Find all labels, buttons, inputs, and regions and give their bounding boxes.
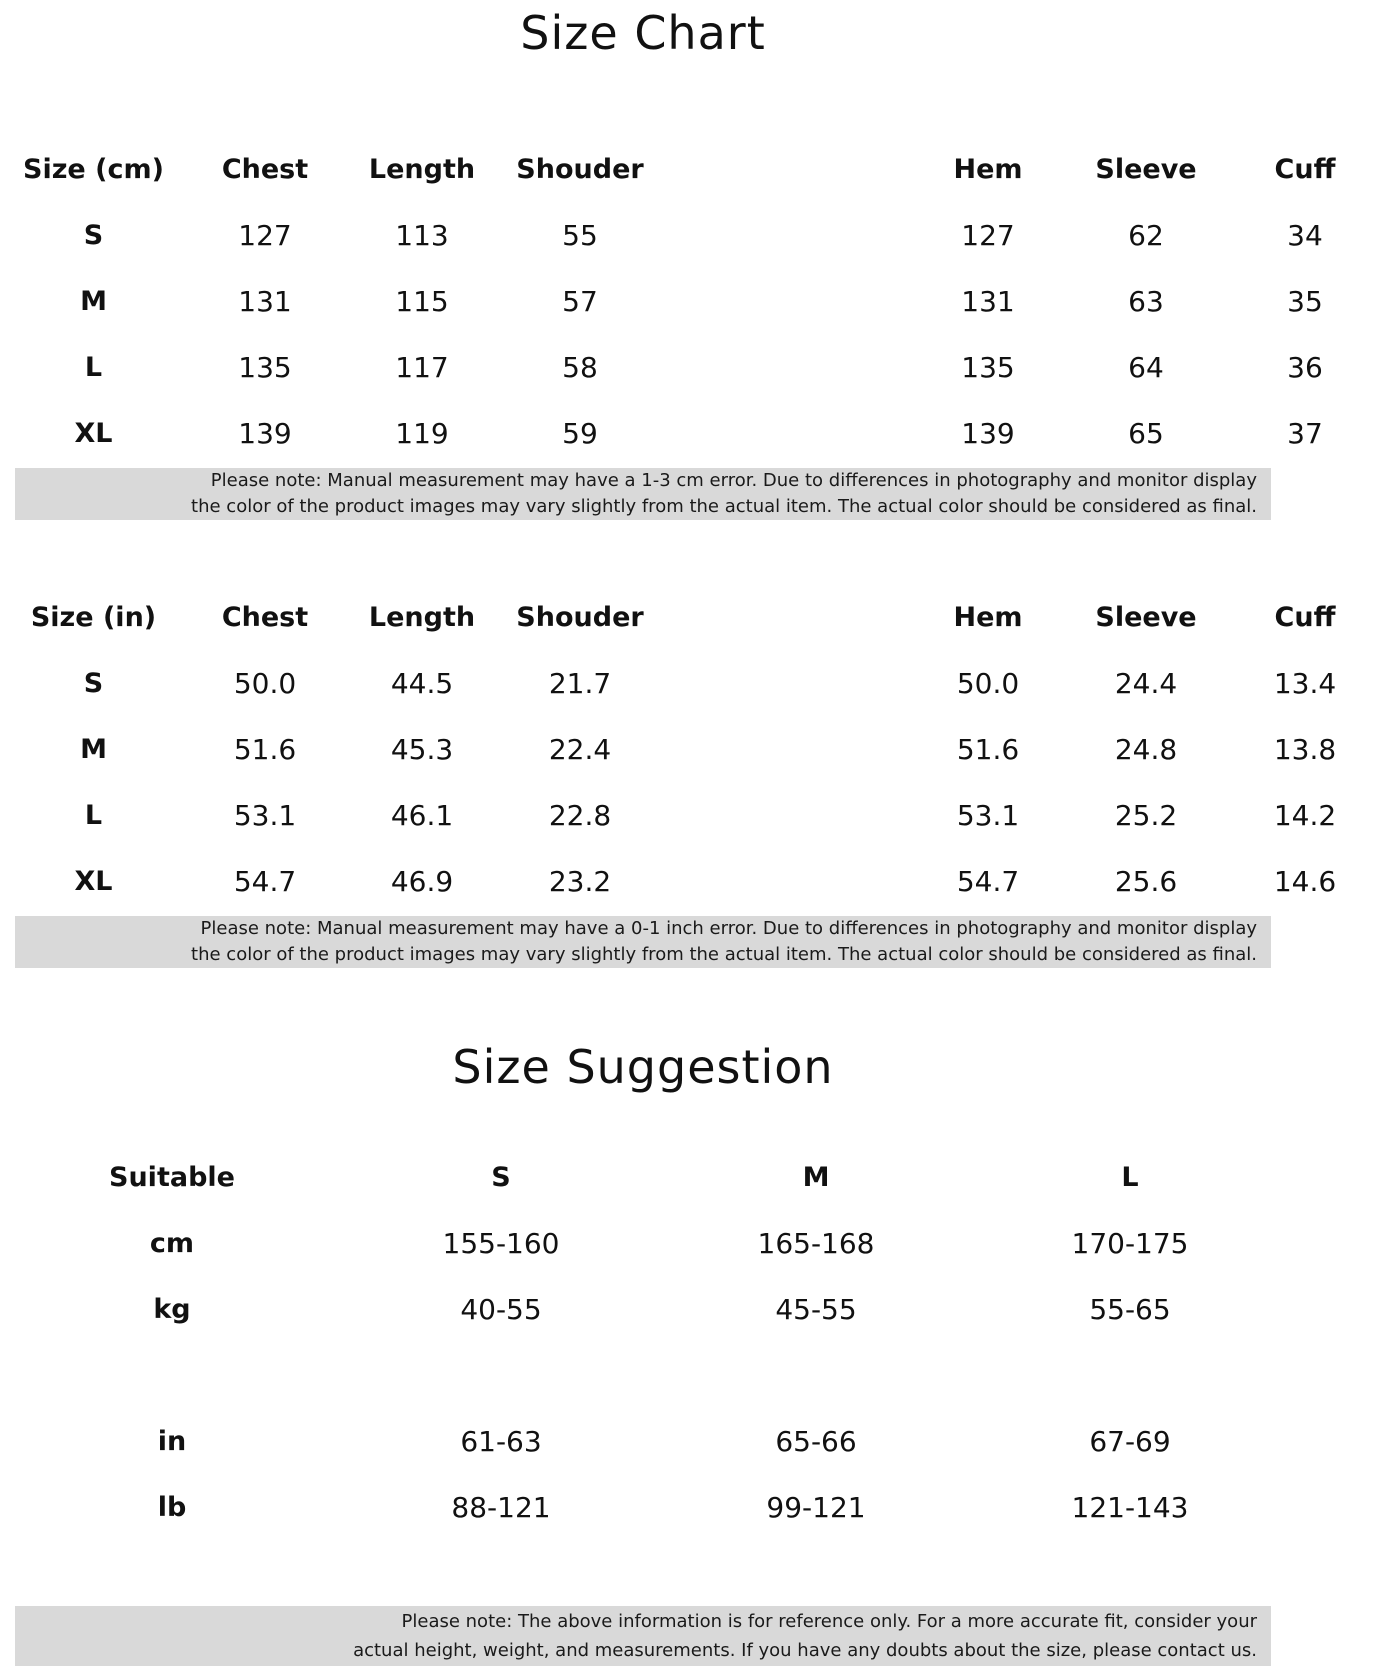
- note-suggestion: [15, 1606, 1271, 1666]
- table-cell: 37: [1287, 416, 1323, 450]
- column-header: Hem: [953, 601, 1023, 633]
- row-label-unit: kg: [153, 1293, 191, 1325]
- table-cell: 62: [1128, 218, 1164, 252]
- table-cell: 115: [395, 284, 449, 318]
- table-cell: 131: [961, 284, 1015, 318]
- row-label-unit: in: [157, 1425, 187, 1457]
- table-cell: 131: [238, 284, 292, 318]
- column-header: Cuff: [1274, 153, 1336, 185]
- table-cell: 55: [562, 218, 598, 252]
- row-label-size: M: [80, 733, 107, 765]
- note-line: Please note: The above information is for reference only. For a more accurate fit, consider your: [401, 1611, 1257, 1632]
- table-cell: 165-168: [757, 1226, 875, 1260]
- column-header: Chest: [221, 601, 309, 633]
- column-header: Shouder: [516, 601, 644, 633]
- table-cell: 88-121: [451, 1490, 551, 1524]
- note-line: Please note: Manual measurement may have a 1-3 cm error. Due to differences in photography and monitor display: [210, 470, 1257, 491]
- row-label-size: S: [83, 667, 104, 699]
- column-header: Length: [368, 153, 476, 185]
- note-line: the color of the product images may vary slightly from the actual item. The actual color should be considered as final.: [191, 496, 1257, 517]
- table-cell: 50.0: [233, 666, 297, 700]
- table-header-size-in: Size (in): [30, 601, 157, 633]
- column-header: L: [1121, 1161, 1139, 1193]
- table-cell: 59: [562, 416, 598, 450]
- table-cell: 23.2: [548, 864, 612, 898]
- table-cell: 46.9: [390, 864, 454, 898]
- table-cell: 119: [395, 416, 449, 450]
- table-header-size-cm: Size (cm): [23, 153, 164, 185]
- column-header: Chest: [221, 153, 309, 185]
- table-cell: 51.6: [956, 732, 1020, 766]
- table-cell: 139: [961, 416, 1015, 450]
- size-table-cm: [0, 136, 1336, 466]
- table-cell: 34: [1287, 218, 1323, 252]
- column-header: S: [491, 1161, 511, 1193]
- row-label-size: L: [84, 799, 103, 831]
- table-cell: 135: [961, 350, 1015, 384]
- table-cell: 155-160: [442, 1226, 560, 1260]
- note-cm: [15, 468, 1271, 520]
- table-cell: 53.1: [233, 798, 297, 832]
- row-label-size: L: [84, 351, 103, 383]
- table-cell: 13.8: [1273, 732, 1337, 766]
- table-cell: 35: [1287, 284, 1323, 318]
- row-label-unit: cm: [149, 1227, 195, 1259]
- row-label-size: XL: [74, 417, 113, 449]
- table-cell: 22.8: [548, 798, 612, 832]
- table-cell: 54.7: [233, 864, 297, 898]
- table-cell: 170-175: [1071, 1226, 1189, 1260]
- column-header: M: [802, 1161, 830, 1193]
- table-cell: 13.4: [1273, 666, 1337, 700]
- table-cell: 65-66: [775, 1424, 857, 1458]
- column-header: Sleeve: [1095, 601, 1197, 633]
- column-header: Cuff: [1274, 601, 1336, 633]
- table-cell: 24.4: [1114, 666, 1178, 700]
- table-cell: 25.2: [1114, 798, 1178, 832]
- table-cell: 127: [961, 218, 1015, 252]
- row-label-size: XL: [74, 865, 113, 897]
- table-cell: 45.3: [390, 732, 454, 766]
- suitable-header: Suitable: [109, 1161, 235, 1193]
- table-cell: 46.1: [390, 798, 454, 832]
- note-line: Please note: Manual measurement may have a 0-1 inch error. Due to differences in photography and monitor display: [200, 918, 1257, 939]
- table-cell: 67-69: [1089, 1424, 1171, 1458]
- table-cell: 58: [562, 350, 598, 384]
- table-cell: 139: [238, 416, 292, 450]
- table-cell: 117: [395, 350, 449, 384]
- table-cell: 44.5: [390, 666, 454, 700]
- table-cell: 36: [1287, 350, 1323, 384]
- table-cell: 25.6: [1114, 864, 1178, 898]
- note-line: the color of the product images may vary slightly from the actual item. The actual color should be considered as final.: [191, 944, 1257, 965]
- column-header: Sleeve: [1095, 153, 1197, 185]
- table-cell: 45-55: [775, 1292, 857, 1326]
- column-header: Hem: [953, 153, 1023, 185]
- table-cell: 135: [238, 350, 292, 384]
- table-cell: 40-55: [460, 1292, 542, 1326]
- table-cell: 53.1: [956, 798, 1020, 832]
- table-cell: 50.0: [956, 666, 1020, 700]
- table-cell: 55-65: [1089, 1292, 1171, 1326]
- size-suggestion-title: Size Suggestion: [452, 1040, 834, 1094]
- table-cell: 21.7: [548, 666, 612, 700]
- size-chart-title: Size Chart: [520, 6, 766, 60]
- table-cell: 63: [1128, 284, 1164, 318]
- size-table-in: [0, 584, 1337, 914]
- size-suggestion-table: [0, 1144, 1286, 1342]
- table-cell: 65: [1128, 416, 1164, 450]
- table-cell: 51.6: [233, 732, 297, 766]
- row-label-size: S: [83, 219, 104, 251]
- table-cell: 14.2: [1273, 798, 1337, 832]
- row-label-size: M: [80, 285, 107, 317]
- table-cell: 113: [395, 218, 449, 252]
- row-label-unit: lb: [157, 1491, 187, 1523]
- table-cell: 14.6: [1273, 864, 1337, 898]
- column-header: Length: [368, 601, 476, 633]
- table-cell: 99-121: [766, 1490, 866, 1524]
- size-suggestion-table-imperial: [0, 1408, 1286, 1540]
- table-cell: 22.4: [548, 732, 612, 766]
- table-cell: 121-143: [1071, 1490, 1189, 1524]
- table-cell: 24.8: [1114, 732, 1178, 766]
- table-cell: 64: [1128, 350, 1164, 384]
- table-cell: 54.7: [956, 864, 1020, 898]
- note-line: actual height, weight, and measurements. If you have any doubts about the size, please contact us.: [353, 1640, 1257, 1661]
- column-header: Shouder: [516, 153, 644, 185]
- table-cell: 57: [562, 284, 598, 318]
- table-cell: 61-63: [460, 1424, 542, 1458]
- note-in: [15, 916, 1271, 968]
- table-cell: 127: [238, 218, 292, 252]
